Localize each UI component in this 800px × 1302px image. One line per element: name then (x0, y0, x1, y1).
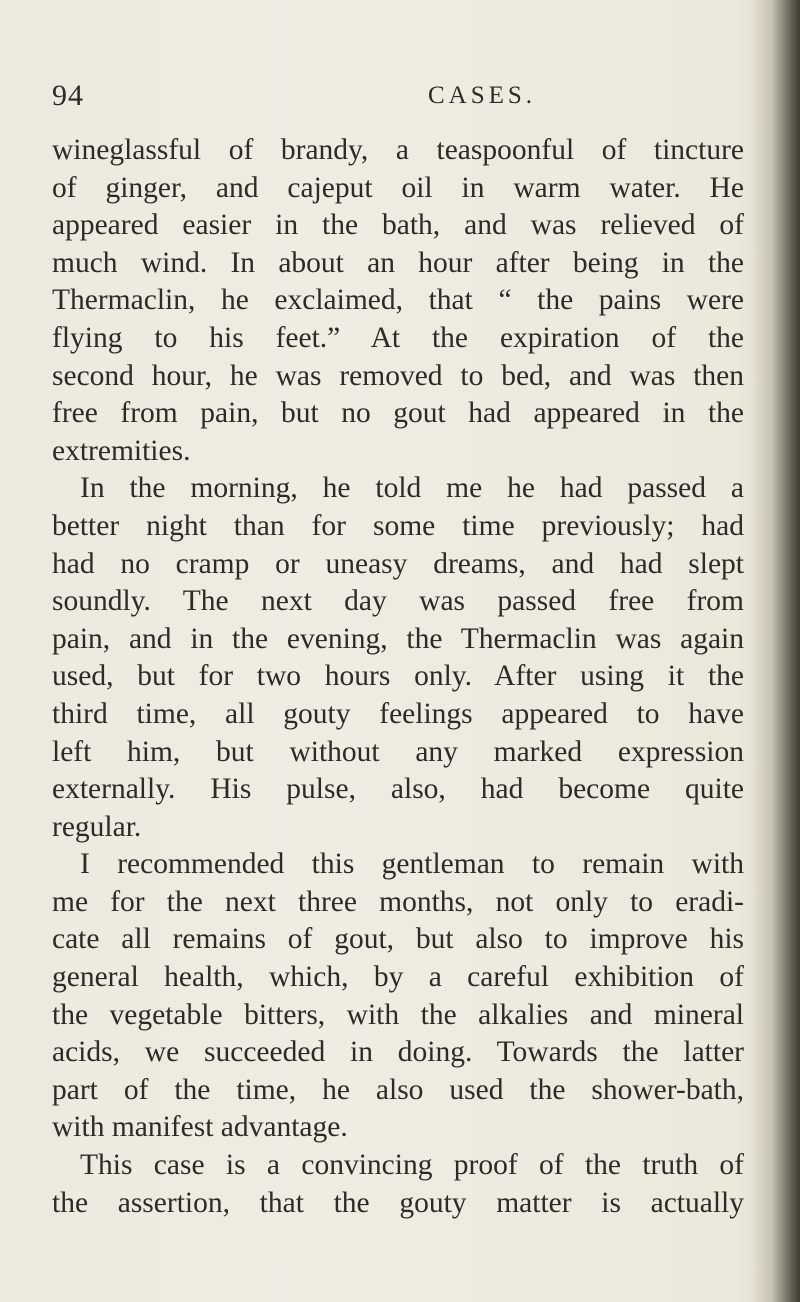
text-line: better night than for some time previously; had (52, 509, 744, 542)
running-title: CASES. (428, 82, 537, 109)
text-line: pain, and in the evening, the Thermaclin was again (52, 622, 744, 655)
text-line: externally. His pulse, also, had become quite (52, 773, 744, 806)
text-line: This case is a convincing proof of the truth of (80, 1149, 744, 1182)
text-line: appeared easier in the bath, and was relieved of (52, 209, 744, 242)
text-line: part of the time, he also used the shower-bath, (52, 1073, 744, 1106)
text-line: me for the next three months, not only to eradi- (52, 885, 744, 918)
text-line: used, but for two hours only. After using it the (52, 660, 744, 693)
text-line: regular. (52, 810, 142, 843)
text-line: third time, all gouty feelings appeared to have (52, 697, 744, 730)
text-line: second hour, he was removed to bed, and was then (52, 359, 744, 392)
text-line: In the morning, he told me he had passed a (80, 472, 744, 505)
text-line: flying to his feet.” At the expiration of the (52, 321, 744, 354)
text-line: cate all remains of gout, but also to improve his (52, 923, 744, 956)
text-line: soundly. The next day was passed free from (52, 585, 744, 618)
text-line: Thermaclin, he exclaimed, that “ the pains were (52, 284, 744, 317)
text-line: had no cramp or uneasy dreams, and had slept (52, 547, 744, 580)
text-line: wineglassful of brandy, a teaspoonful of tincture (52, 134, 744, 166)
text-line: the assertion, that the gouty matter is actually (52, 1186, 744, 1219)
text-line: of ginger, and cajeput oil in warm water. He (52, 171, 744, 204)
text-line: free from pain, but no gout had appeared in the (52, 397, 744, 430)
text-line: much wind. In about an hour after being in the (52, 246, 744, 279)
text-line: acids, we succeeded in doing. Towards the latter (52, 1036, 744, 1069)
body-text (52, 132, 744, 1222)
text-line: with manifest advantage. (52, 1111, 348, 1144)
running-header (52, 76, 752, 116)
text-line: general health, which, by a careful exhibition of (52, 961, 744, 994)
binding-shadow (752, 0, 800, 1302)
text-line: the vegetable bitters, with the alkalies and mineral (52, 998, 744, 1031)
page-number: 94 (52, 79, 84, 112)
text-line: left him, but without any marked expression (52, 735, 744, 768)
text-line: I recommended this gentleman to remain with (80, 848, 744, 881)
text-line: extremities. (52, 434, 191, 467)
